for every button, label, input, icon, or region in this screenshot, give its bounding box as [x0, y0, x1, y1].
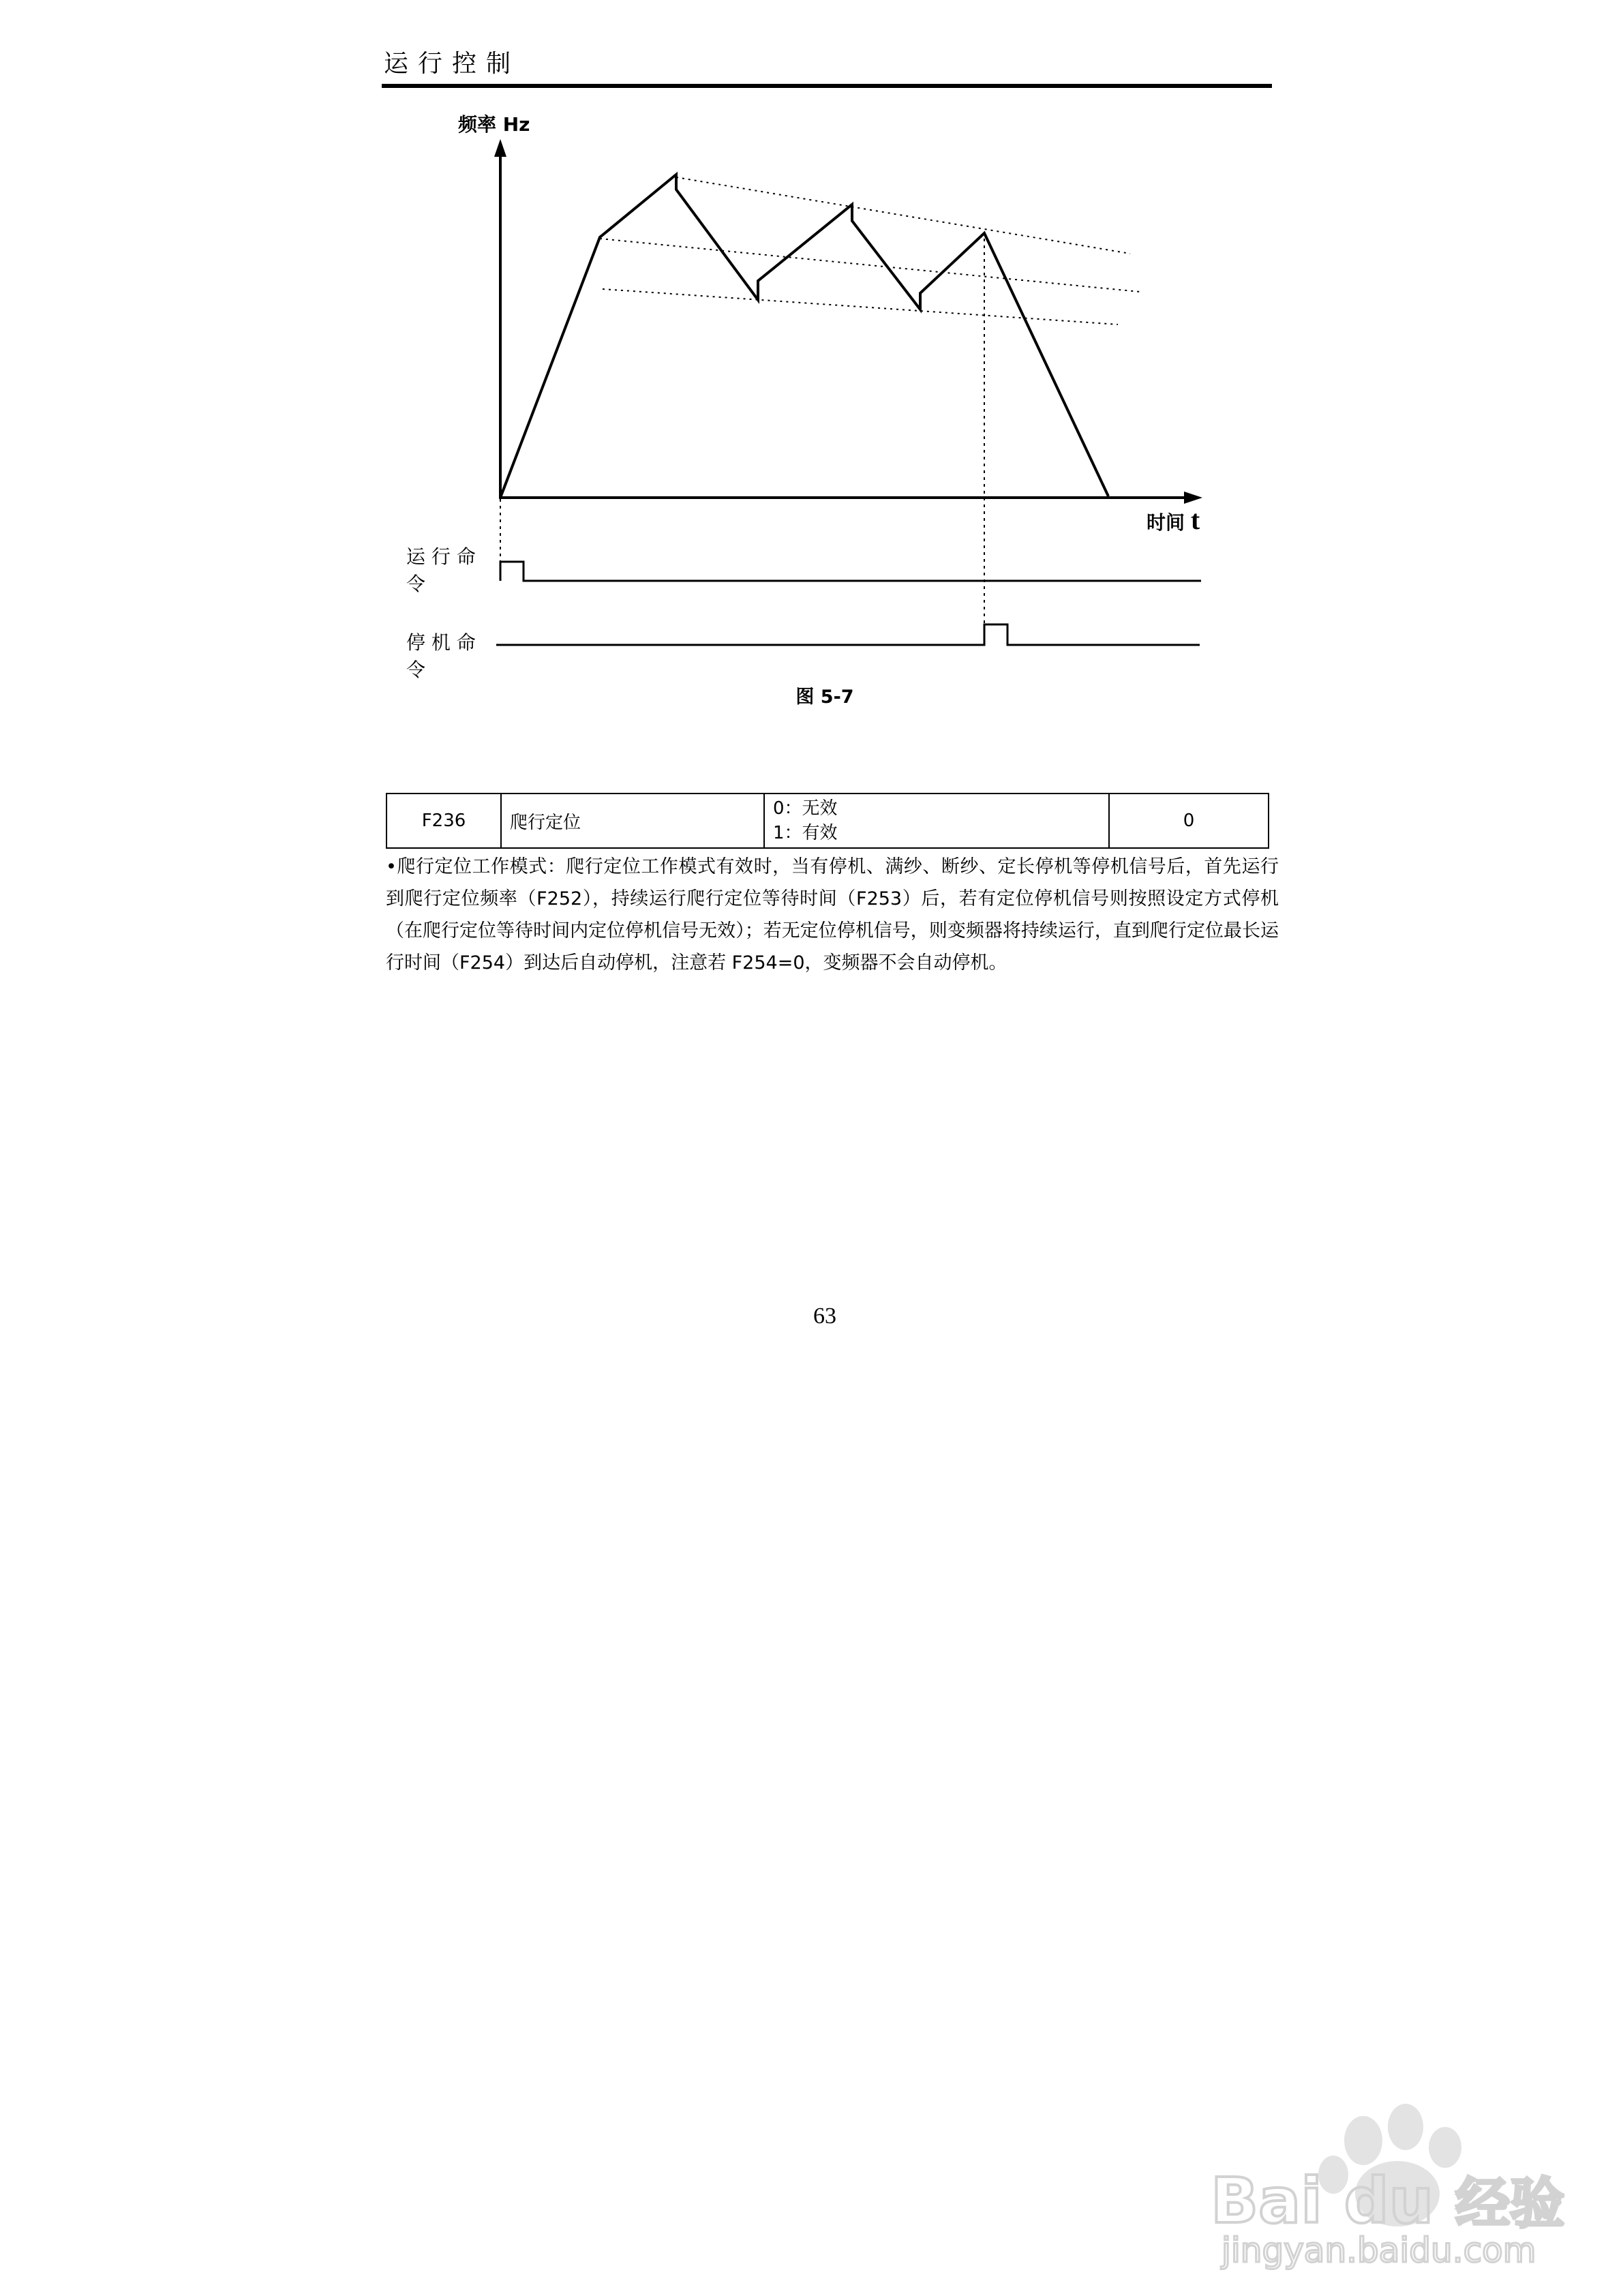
- stop-command-signal: [496, 624, 1200, 645]
- watermark-brand-part1: Bai: [1211, 2164, 1322, 2237]
- param-name: 爬行定位: [501, 794, 764, 848]
- page-number: 63: [813, 1303, 836, 1329]
- param-default-value: 0: [1109, 794, 1269, 848]
- frequency-curve: [500, 175, 1108, 498]
- run-command-signal: [500, 562, 1201, 581]
- parameter-table: [386, 793, 1269, 849]
- param-code: F236: [386, 794, 501, 848]
- frequency-timing-diagram: [0, 0, 1623, 682]
- stop-command-label-line1: 停 机 命: [406, 631, 476, 654]
- header-title: 运行控制: [384, 50, 521, 78]
- watermark-url: jingyan.baidu.com: [1222, 2231, 1536, 2270]
- x-axis-label: [1147, 504, 1200, 535]
- run-command-label-line1: 运 行 命: [406, 545, 476, 568]
- watermark-brand-part3: 经验: [1455, 2172, 1565, 2235]
- param-options: [764, 794, 1109, 848]
- baidu-jingyan-watermark: [1159, 2045, 1595, 2270]
- dotted-line-middle: [600, 239, 1140, 292]
- stop-command-label-line2: 令: [406, 659, 426, 681]
- x-axis-label-text: 时间: [1147, 511, 1185, 534]
- run-command-label-line2: 令: [406, 573, 426, 595]
- x-axis-arrow: [1184, 492, 1202, 504]
- watermark-brand: [1211, 2164, 1564, 2237]
- y-axis-arrow: [494, 139, 506, 157]
- dotted-line-lower: [603, 289, 1118, 324]
- y-axis-label: 频率 Hz: [458, 113, 530, 136]
- param-option-0: 0：无效: [773, 798, 838, 819]
- table-row: [386, 794, 1269, 848]
- x-axis-label-symbol: t: [1190, 504, 1200, 535]
- watermark-brand-part2: du: [1344, 2164, 1434, 2237]
- description-paragraph: •爬行定位工作模式：爬行定位工作模式有效时，当有停机、满纱、断纱、定长停机等停机信号后，首先运行到爬行定位频率（F252），持续运行爬行定位等待时间（F253）后，若有定位停机信号则按照设定方式停机（在爬行定位等待时间内定位停机信号无效）；若无定位停机信号，则变频器将持续运行，直到爬行定位最长运行时间（F254）到达后自动停机，注意若 F254=0，变频器不会自动停机。: [386, 856, 1279, 973]
- dotted-line-upper: [676, 177, 1130, 254]
- param-option-1: 1：有效: [773, 823, 838, 843]
- figure-caption: 图 5-7: [795, 686, 854, 708]
